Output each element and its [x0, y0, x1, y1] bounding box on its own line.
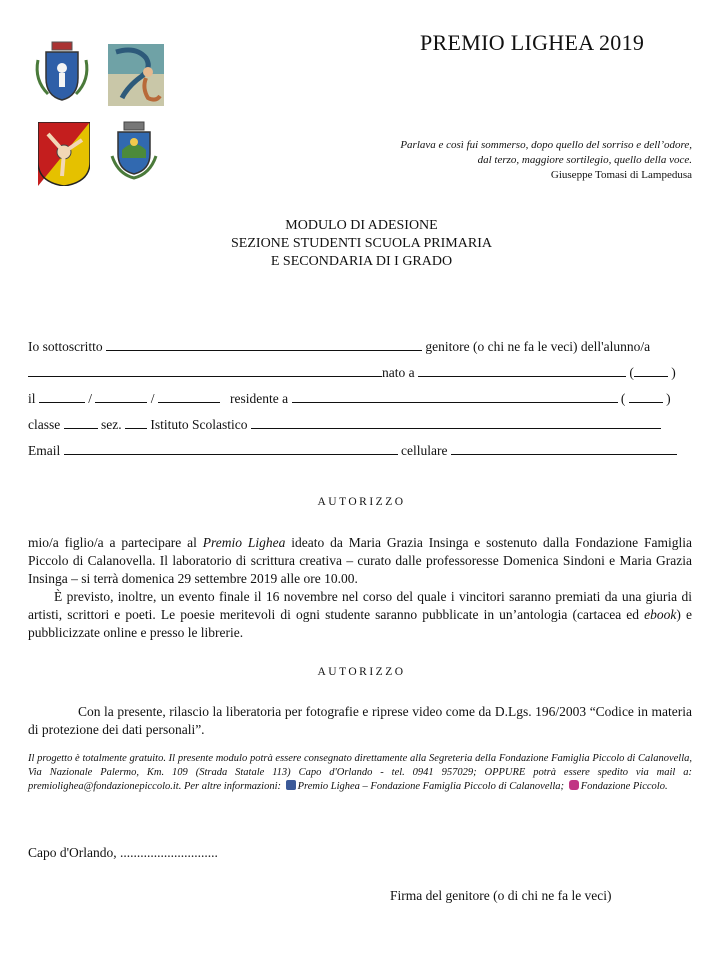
epigraph-line-2: dal terzo, maggiore sortilegio, quello della voce. — [477, 154, 692, 166]
facebook-link[interactable]: Premio Lighea – Fondazione Famiglia Piccolo di Calanovella; — [297, 781, 565, 792]
sottoscritto-label: Io sottoscritto — [28, 339, 103, 354]
date-slash: / — [150, 391, 155, 406]
epigraph-author: Giuseppe Tomasi di Lampedusa — [550, 169, 692, 181]
student-name-field[interactable] — [28, 364, 382, 377]
paragraph-final-event — [28, 588, 692, 642]
crest-municipal-icon — [108, 120, 160, 182]
form-line-contact — [28, 442, 677, 459]
epigraph — [400, 138, 692, 183]
birthplace-province-field[interactable] — [634, 364, 668, 377]
paragraph-privacy: Con la presente, rilascio la liberatoria per fotografie e riprese video come da D.Lgs. 196/2003 “Codice in materia di protezione dei dati personali”. — [28, 704, 692, 737]
trinacria-sicily-icon — [38, 122, 90, 186]
prize-name: Premio Lighea — [202, 535, 286, 550]
p1-text-a: mio/a figlio/a a partecipare al — [28, 535, 203, 550]
page-title: PREMIO LIGHEA 2019 — [420, 30, 645, 55]
email-label: Email — [28, 443, 61, 458]
email-field[interactable] — [64, 442, 398, 455]
epigraph-line-1: Parlava e così fui sommerso, dopo quello del sorriso e dell’odore, — [400, 139, 692, 151]
sez-label: sez. — [100, 417, 122, 432]
paren-open: ( — [629, 365, 634, 380]
phone-field[interactable] — [451, 442, 677, 455]
instagram-icon[interactable] — [569, 780, 579, 790]
facebook-icon[interactable] — [286, 780, 296, 790]
class-field[interactable] — [64, 416, 98, 429]
residence-province-field[interactable] — [629, 390, 663, 403]
form-line-date — [28, 390, 671, 407]
form-line-parent — [28, 338, 650, 355]
ebook-word: ebook — [644, 607, 677, 622]
form-title-line-1: MODULO DI ADESIONE — [285, 218, 438, 233]
birth-month-field[interactable] — [95, 390, 147, 403]
signature-label: Firma del genitore (o di chi ne fa le veci) — [390, 888, 612, 903]
school-field[interactable] — [251, 416, 661, 429]
paragraph-participation — [28, 534, 692, 588]
birth-day-field[interactable] — [39, 390, 85, 403]
il-label: il — [28, 391, 36, 406]
istituto-label: Istituto Scolastico — [150, 417, 248, 432]
form-title — [0, 217, 723, 271]
form-title-line-3: E SECONDARIA DI I GRADO — [270, 254, 453, 269]
instagram-link[interactable]: Fondazione Piccolo. — [580, 781, 668, 792]
note-text: Il progetto è totalmente gratuito. Il presente modulo potrà essere consegnato direttamente alla Segreteria della Fondazione Famiglia Piccolo di Calanovella, Via Nazionale Palermo, Km. 109 (Strada Statale 113) Capo d'Orlando - tel. 0941 957029; OPPURE potrà essere spedito via mail a: premiolighea@fondazionepiccolo.it. Per altre informazioni: — [28, 753, 692, 792]
nato-label: nato a — [382, 365, 415, 380]
form-line-school — [28, 416, 661, 433]
residence-field[interactable] — [292, 390, 618, 403]
mermaid-lighea-icon — [108, 44, 164, 106]
birth-year-field[interactable] — [158, 390, 220, 403]
parent-name-field[interactable] — [106, 338, 422, 351]
paren-close: ) — [671, 365, 676, 380]
section-field[interactable] — [125, 416, 147, 429]
info-note — [28, 752, 692, 794]
classe-label: classe — [28, 417, 61, 432]
residente-label: residente a — [230, 391, 289, 406]
birthplace-field[interactable] — [418, 364, 626, 377]
p2-text-b: ) e pubblicizzate online e presso le librerie. — [28, 607, 692, 640]
paren-close: ) — [666, 391, 671, 406]
paren-open: ( — [620, 391, 626, 406]
p1-text-b: ideato da Maria Grazia Insinga e sostenuto dalla Fondazione Famiglia Piccolo di Calanovella. Il laboratorio di scrittura creativa – curato dalle professoresse Domenica Sindoni e Maria Grazia Insinga – si terrà domenica 29 settembre 2019 alle ore 10.00. — [28, 535, 692, 586]
autorizzo-heading-1: AUTORIZZO — [317, 496, 406, 508]
p2-text-a: È previsto, inoltre, un evento finale il 16 novembre nel corso del quale i vincitori saranno premiati da una giuria di artisti, scrittori e poeti. Le poesie meritevoli di ogni studente saranno pubblicate in un’antologia (cartacea ed — [28, 589, 692, 622]
date-slash: / — [88, 391, 93, 406]
place-date-line: Capo d'Orlando, ............................. — [28, 845, 218, 860]
genitore-label: genitore (o chi ne fa le veci) dell'alunno/a — [425, 339, 651, 354]
form-title-line-2: SEZIONE STUDENTI SCUOLA PRIMARIA — [231, 236, 492, 251]
form-line-student — [28, 364, 676, 381]
crest-city-icon — [32, 40, 88, 102]
autorizzo-heading-2: AUTORIZZO — [317, 666, 406, 678]
cellulare-label: cellulare — [401, 443, 448, 458]
